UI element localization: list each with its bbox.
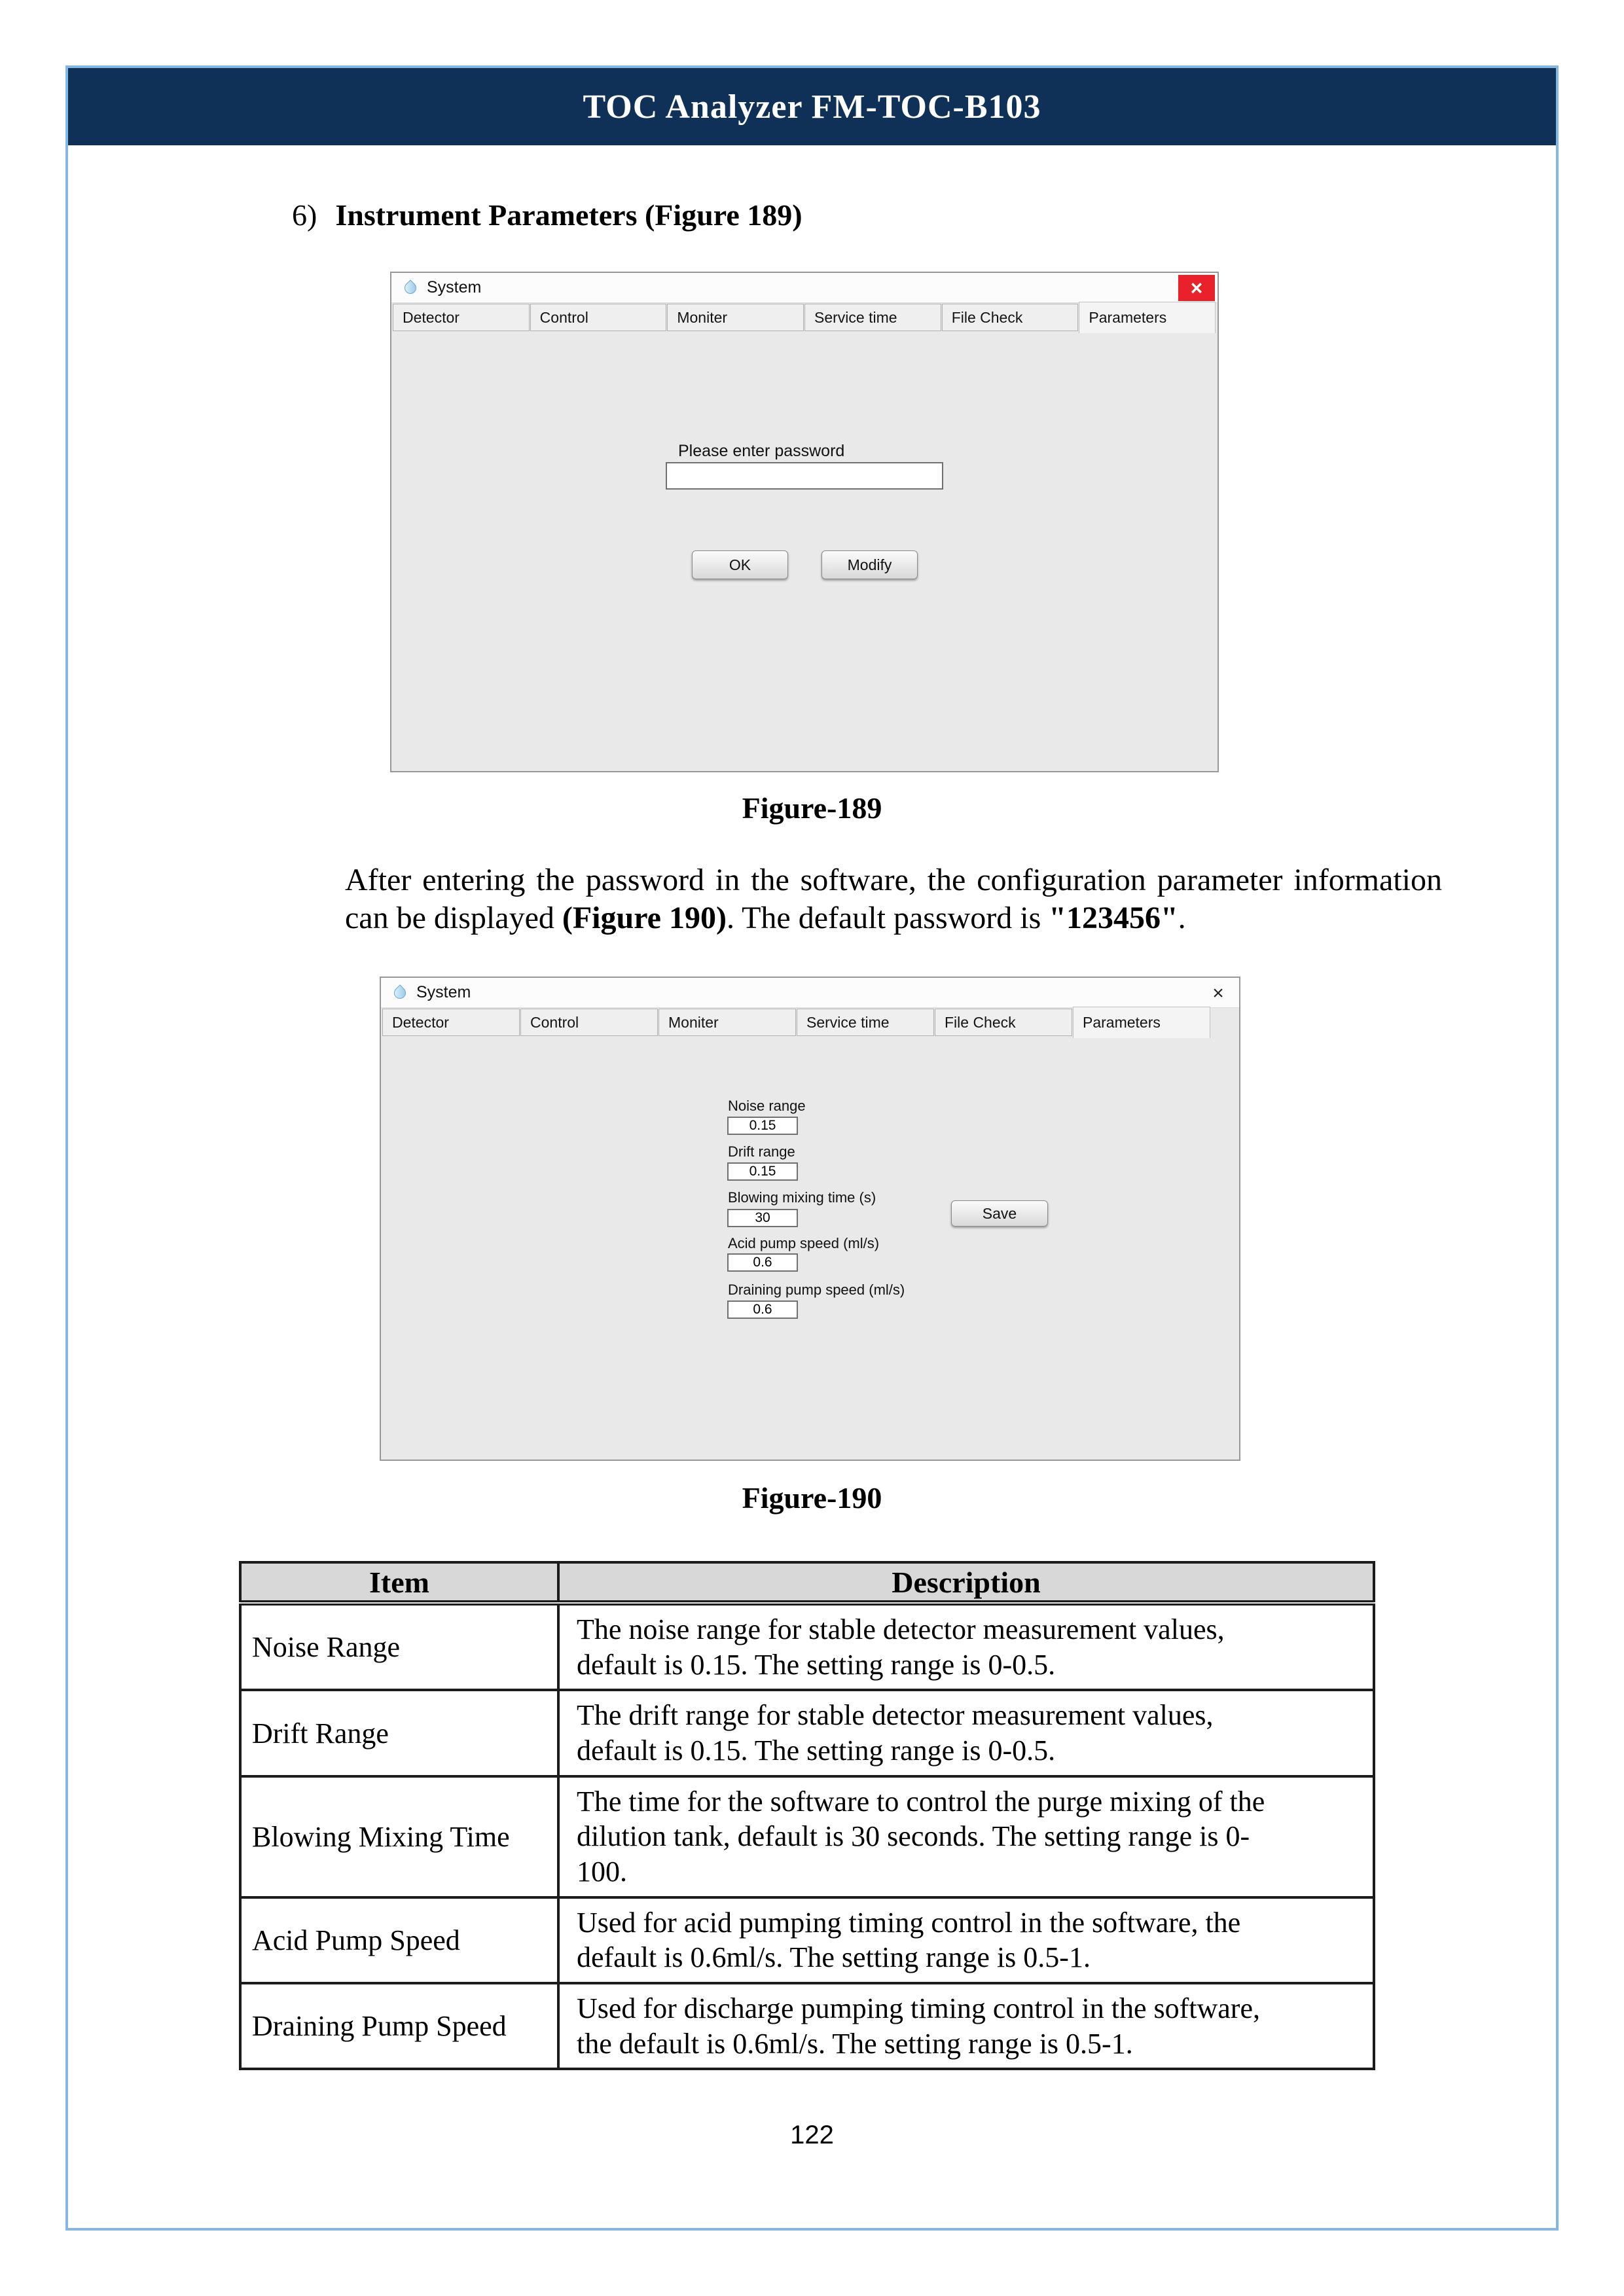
droplet-icon bbox=[402, 279, 418, 296]
password-label: Please enter password bbox=[678, 442, 845, 460]
drift-range-label: Drift range bbox=[728, 1143, 795, 1160]
tab-parameters[interactable]: Parameters bbox=[1073, 1007, 1210, 1038]
acid-pump-speed-input[interactable] bbox=[727, 1253, 798, 1272]
description-cell: The time for the software to control the purge mixing of the dilution tank, default is 30 seconds. The setting range is 0-100. bbox=[558, 1776, 1374, 1897]
column-header-item: Item bbox=[240, 1562, 558, 1603]
tab-control[interactable]: Control bbox=[520, 1009, 658, 1036]
tab-detector[interactable]: Detector bbox=[393, 304, 530, 331]
default-password: "123456" bbox=[1049, 900, 1178, 935]
tab-service-time[interactable]: Service time bbox=[797, 1009, 934, 1036]
section-heading bbox=[292, 198, 803, 232]
window-title: System bbox=[427, 278, 482, 296]
figure190-caption: Figure-190 bbox=[742, 1481, 882, 1515]
tab-bar bbox=[382, 1009, 1238, 1036]
section-number: 6) bbox=[292, 198, 317, 232]
table-row bbox=[240, 1983, 1374, 2069]
draining-pump-speed-input[interactable] bbox=[727, 1300, 798, 1319]
description-cell: The drift range for stable detector measurement values, default is 0.15. The setting range is 0-0.5. bbox=[558, 1690, 1374, 1776]
description-cell: Used for acid pumping timing control in the software, the default is 0.6ml/s. The setting range is 0.5-1. bbox=[558, 1897, 1374, 1983]
figure189-system-window bbox=[390, 272, 1219, 772]
item-cell: Noise Range bbox=[240, 1603, 558, 1690]
password-input[interactable] bbox=[666, 462, 943, 490]
window-title: System bbox=[416, 983, 471, 1001]
close-icon[interactable]: × bbox=[1212, 982, 1224, 1004]
acid-pump-speed-label: Acid pump speed (ml/s) bbox=[728, 1235, 880, 1251]
parameter-description-table bbox=[239, 1561, 1375, 2070]
save-button[interactable]: Save bbox=[951, 1200, 1048, 1227]
droplet-icon bbox=[391, 984, 408, 1001]
section-title: Instrument Parameters (Figure 189) bbox=[335, 198, 803, 232]
description-cell: Used for discharge pumping timing control in the software, the default is 0.6ml/s. The setting range is 0.5-1. bbox=[558, 1983, 1374, 2069]
tab-service-time[interactable]: Service time bbox=[804, 304, 941, 331]
tab-file-check[interactable]: File Check bbox=[942, 304, 1079, 331]
table-row bbox=[240, 1776, 1374, 1897]
table-row bbox=[240, 1897, 1374, 1983]
page-number: 122 bbox=[790, 2121, 834, 2149]
tab-bar bbox=[393, 304, 1216, 331]
drift-range-input[interactable] bbox=[727, 1162, 798, 1181]
ok-button[interactable]: OK bbox=[692, 550, 788, 579]
document-header bbox=[68, 68, 1556, 145]
tab-moniter[interactable]: Moniter bbox=[659, 1009, 796, 1036]
table-row bbox=[240, 1690, 1374, 1776]
window-titlebar bbox=[391, 273, 1218, 303]
close-icon[interactable]: × bbox=[1178, 275, 1215, 301]
tab-detector[interactable]: Detector bbox=[382, 1009, 520, 1036]
tab-moniter[interactable]: Moniter bbox=[667, 304, 804, 331]
body-paragraph bbox=[345, 861, 1442, 937]
blowing-mixing-time-label: Blowing mixing time (s) bbox=[728, 1189, 876, 1206]
document-title: TOC Analyzer FM-TOC-B103 bbox=[583, 88, 1041, 126]
noise-range-input[interactable] bbox=[727, 1117, 798, 1135]
figure189-caption: Figure-189 bbox=[742, 791, 882, 825]
modify-button[interactable]: Modify bbox=[821, 550, 918, 579]
tab-parameters[interactable]: Parameters bbox=[1079, 302, 1216, 333]
item-cell: Acid Pump Speed bbox=[240, 1897, 558, 1983]
blowing-mixing-time-input[interactable] bbox=[727, 1209, 798, 1227]
item-cell: Draining Pump Speed bbox=[240, 1983, 558, 2069]
paragraph-text: After entering the password in the software, the configuration parameter information can be displayed bbox=[345, 863, 1442, 935]
tab-file-check[interactable]: File Check bbox=[935, 1009, 1072, 1036]
item-cell: Blowing Mixing Time bbox=[240, 1776, 558, 1897]
column-header-description: Description bbox=[558, 1562, 1374, 1603]
description-cell: The noise range for stable detector measurement values, default is 0.15. The setting range is 0-0.5. bbox=[558, 1603, 1374, 1690]
noise-range-label: Noise range bbox=[728, 1098, 806, 1114]
paragraph-text: . The default password is bbox=[726, 900, 1049, 935]
paragraph-text: . bbox=[1178, 900, 1186, 935]
table-header-row bbox=[240, 1562, 1374, 1603]
table-row bbox=[240, 1603, 1374, 1690]
item-cell: Drift Range bbox=[240, 1690, 558, 1776]
tab-control[interactable]: Control bbox=[530, 304, 667, 331]
figure190-system-window bbox=[380, 977, 1240, 1461]
window-titlebar bbox=[381, 978, 1239, 1008]
draining-pump-speed-label: Draining pump speed (ml/s) bbox=[728, 1282, 905, 1298]
figure190-reference: (Figure 190) bbox=[562, 900, 727, 935]
